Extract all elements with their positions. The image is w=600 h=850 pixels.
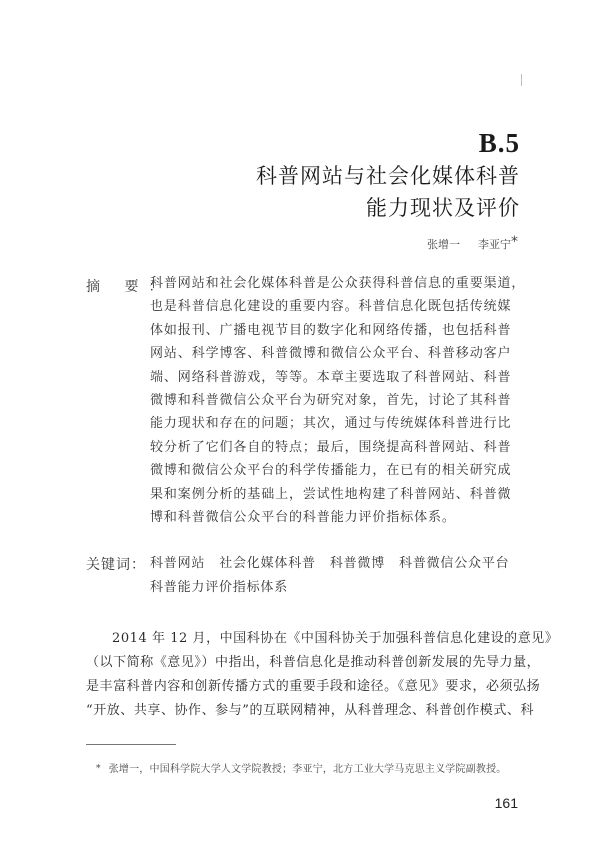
chapter-title-line-1: 科普网站与社会化媒体科普 — [256, 164, 520, 188]
chapter-title-line-2: 能力现状及评价 — [366, 196, 520, 220]
footnote-mark: * — [96, 764, 101, 774]
abstract-line: 体如报刊、广播电视节目的数字化和网络传播，也包括科普 — [150, 322, 512, 338]
footnote — [96, 760, 507, 775]
keyword: 科普微信公众平台 — [399, 556, 510, 571]
abstract-line: 网站、科学博客、科普微博和微信公众平台、科普移动客户 — [150, 346, 512, 362]
abstract-line: 能力现状和存在的问题；其次，通过与传统媒体科普进行比 — [150, 416, 512, 432]
body-line: （以下简称《意见》）中指出，科普信息化是推动科普创新发展的先导力量， — [86, 655, 541, 670]
abstract-line: 博和科普微信公众平台的科普能力评价指标体系。 — [150, 510, 456, 526]
abstract-line: 微博和微信公众平台的科学传播能力，在已有的相关研究成 — [150, 463, 512, 479]
abstract-line: 果和案例分析的基础上，尝试性地构建了科普网站、科普微 — [150, 486, 512, 502]
keywords-label: 关键词： — [86, 557, 146, 573]
authors — [427, 234, 518, 252]
abstract-line: 科普网站和社会化媒体科普是公众获得科普信息的重要渠道， — [150, 276, 526, 291]
keyword: 科普能力评价指标体系 — [150, 580, 289, 595]
chapter-number: B.5 — [478, 128, 520, 158]
keyword: 科普网站 — [150, 556, 206, 571]
keywords-list — [150, 552, 530, 600]
body-line: “开放、共享、协作、参与”的互联网精神，从科普理念、科普创作模式、科 — [86, 703, 534, 718]
body-line: 是丰富科普内容和创新传播方式的重要手段和途径。《意见》要求，必须弘扬 — [86, 679, 541, 694]
abstract-line: 较分析了它们各自的特点；最后，围绕提高科普网站、科普 — [150, 439, 512, 455]
footnote-divider — [86, 744, 176, 745]
margin-mark — [521, 74, 522, 86]
abstract-line: 端、网络科普游戏，等等。本章主要选取了科普网站、科普 — [150, 369, 512, 385]
page-number: 161 — [494, 795, 518, 811]
author-name: 张增一 — [427, 238, 460, 251]
keyword: 科普微博 — [329, 556, 386, 571]
body-line: 2014 年 12 月，中国科协在《中国科协关于加强科普信息化建设的意见》 — [112, 631, 559, 646]
author-name: 李亚宁 — [478, 238, 511, 251]
keyword: 社会化媒体科普 — [219, 556, 316, 571]
author-footnote-mark[interactable]: * — [511, 234, 518, 250]
body-paragraph — [86, 627, 559, 723]
abstract-text — [150, 272, 524, 529]
footnote-text: 张增一，中国科学院大学人文学院教授；李亚宁，北方工业大学马克思主义学院副教授。 — [108, 764, 507, 775]
abstract-line: 微博和科普微信公众平台为研究对象，首先，讨论了其科普 — [150, 393, 512, 409]
abstract-line: 也是科普信息化建设的重要内容。科普信息化既包括传统媒 — [150, 299, 512, 315]
abstract-label: 摘 要： — [86, 279, 173, 295]
